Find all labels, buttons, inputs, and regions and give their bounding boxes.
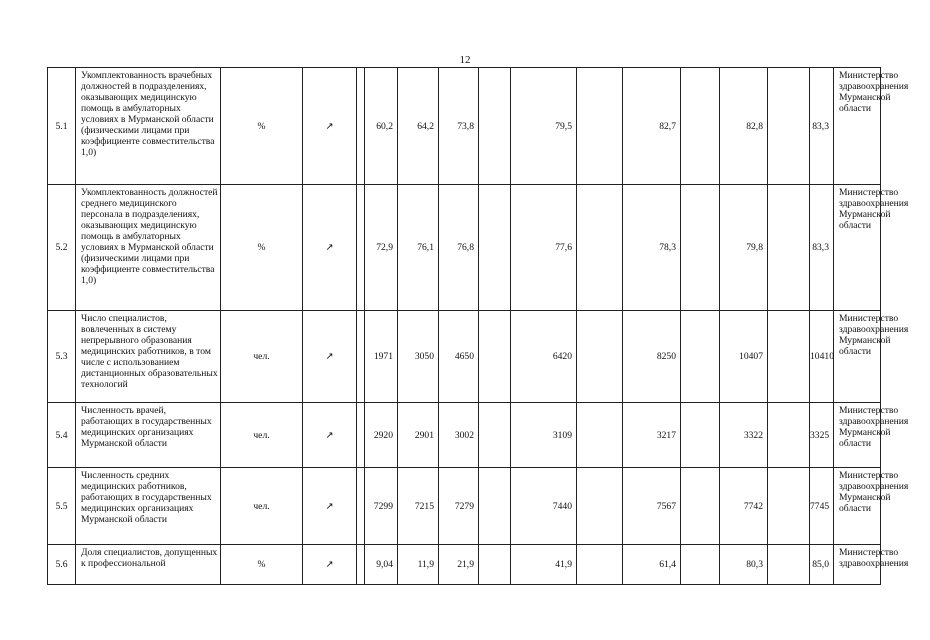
table-row [48, 185, 881, 311]
blank-cell [768, 403, 810, 468]
unit-cell: чел. [221, 311, 303, 403]
blank-cell [357, 468, 365, 545]
unit-cell: % [221, 68, 303, 185]
value-cell: 7279 [439, 468, 479, 545]
value-cell: 7440 [511, 468, 577, 545]
blank-cell [768, 185, 810, 311]
trend-up-icon: ↗ [303, 68, 357, 185]
value-cell: 77,6 [511, 185, 577, 311]
responsible-org: Министерство здравоохранения Мурманской области [834, 185, 881, 311]
trend-up-icon: ↗ [303, 185, 357, 311]
value-cell: 79,8 [720, 185, 768, 311]
row-number: 5.2 [48, 185, 76, 311]
value-cell: 79,5 [511, 68, 577, 185]
value-cell: 6420 [511, 311, 577, 403]
blank-cell [479, 311, 511, 403]
value-cell: 8250 [623, 311, 681, 403]
value-cell: 82,7 [623, 68, 681, 185]
value-cell: 4650 [439, 311, 479, 403]
blank-cell [681, 311, 720, 403]
blank-cell [577, 468, 623, 545]
indicators-table [47, 67, 909, 585]
value-cell: 7567 [623, 468, 681, 545]
indicator-name: Число специалистов, вовлеченных в систему непрерывного образования медицинских работников, в том числе с использованием дистанционных образовательных технологий [76, 311, 221, 403]
table-row [48, 403, 881, 468]
value-cell: 76,8 [439, 185, 479, 311]
unit-cell: чел. [221, 403, 303, 468]
blank-cell [357, 403, 365, 468]
unit-cell: % [221, 185, 303, 311]
trend-up-icon: ↗ [303, 468, 357, 545]
table-row [48, 468, 881, 545]
trend-up-icon: ↗ [303, 403, 357, 468]
value-cell: 60,2 [365, 68, 398, 185]
value-cell: 7215 [398, 468, 439, 545]
blank-cell [357, 311, 365, 403]
value-cell: 10407 [720, 311, 768, 403]
value-cell: 3325 [810, 403, 834, 468]
blank-cell [357, 68, 365, 185]
blank-cell [681, 185, 720, 311]
trend-up-icon: ↗ [303, 545, 357, 585]
table-row [48, 545, 881, 585]
blank-cell [577, 311, 623, 403]
blank-cell [479, 545, 511, 585]
responsible-org: Министерство здравоохранения [834, 545, 881, 585]
blank-cell [681, 468, 720, 545]
value-cell: 1971 [365, 311, 398, 403]
blank-cell [479, 403, 511, 468]
value-cell: 85,0 [810, 545, 834, 585]
value-cell: 41,9 [511, 545, 577, 585]
unit-cell: % [221, 545, 303, 585]
blank-cell [768, 311, 810, 403]
value-cell: 3109 [511, 403, 577, 468]
value-cell: 9,04 [365, 545, 398, 585]
value-cell: 2901 [398, 403, 439, 468]
blank-cell [768, 68, 810, 185]
blank-cell [681, 68, 720, 185]
blank-cell [768, 545, 810, 585]
value-cell: 7745 [810, 468, 834, 545]
value-cell: 82,8 [720, 68, 768, 185]
value-cell: 3217 [623, 403, 681, 468]
responsible-org: Министерство здравоохранения Мурманской области [834, 68, 881, 185]
value-cell: 2920 [365, 403, 398, 468]
blank-cell [357, 185, 365, 311]
indicator-name: Доля специалистов, допущенных к профессиональной [76, 545, 221, 585]
value-cell: 78,3 [623, 185, 681, 311]
blank-cell [357, 545, 365, 585]
trend-up-icon: ↗ [303, 311, 357, 403]
value-cell: 80,3 [720, 545, 768, 585]
responsible-org: Министерство здравоохранения Мурманской области [834, 468, 881, 545]
blank-cell [768, 468, 810, 545]
table-row [48, 68, 881, 185]
indicator-name: Укомплектованность врачебных должностей в подразделениях, оказывающих медицинскую помощь в амбулаторных условиях в Мурманской области (физическими лицами при коэффициенте совместительства 1,0) [76, 68, 221, 185]
value-cell: 11,9 [398, 545, 439, 585]
value-cell: 61,4 [623, 545, 681, 585]
responsible-org: Министерство здравоохранения Мурманской области [834, 311, 881, 403]
blank-cell [577, 185, 623, 311]
value-cell: 83,3 [810, 68, 834, 185]
responsible-org: Министерство здравоохранения Мурманской области [834, 403, 881, 468]
blank-cell [681, 403, 720, 468]
unit-cell: чел. [221, 468, 303, 545]
value-cell: 76,1 [398, 185, 439, 311]
indicator-name: Численность врачей, работающих в государственных медицинских организациях Мурманской области [76, 403, 221, 468]
indicator-name: Укомплектованность должностей среднего медицинского персонала в подразделениях, оказывающих медицинскую помощь в амбулаторных условиях в Мурманской области (физическими лицами при коэффициенте совместительства 1,0) [76, 185, 221, 311]
value-cell: 10410 [810, 311, 834, 403]
page-number: 12 [459, 54, 471, 66]
row-number: 5.3 [48, 311, 76, 403]
value-cell: 3002 [439, 403, 479, 468]
blank-cell [681, 545, 720, 585]
value-cell: 73,8 [439, 68, 479, 185]
blank-cell [577, 403, 623, 468]
value-cell: 3050 [398, 311, 439, 403]
row-number: 5.4 [48, 403, 76, 468]
value-cell: 72,9 [365, 185, 398, 311]
row-number: 5.6 [48, 545, 76, 585]
value-cell: 83,3 [810, 185, 834, 311]
blank-cell [479, 185, 511, 311]
value-cell: 64,2 [398, 68, 439, 185]
value-cell: 7299 [365, 468, 398, 545]
blank-cell [479, 468, 511, 545]
blank-cell [479, 68, 511, 185]
row-number: 5.5 [48, 468, 76, 545]
blank-cell [577, 545, 623, 585]
blank-cell [577, 68, 623, 185]
row-number: 5.1 [48, 68, 76, 185]
value-cell: 21,9 [439, 545, 479, 585]
table-row [48, 311, 881, 403]
value-cell: 3322 [720, 403, 768, 468]
indicator-name: Численность средних медицинских работников, работающих в государственных медицинских организациях Мурманской области [76, 468, 221, 545]
value-cell: 7742 [720, 468, 768, 545]
